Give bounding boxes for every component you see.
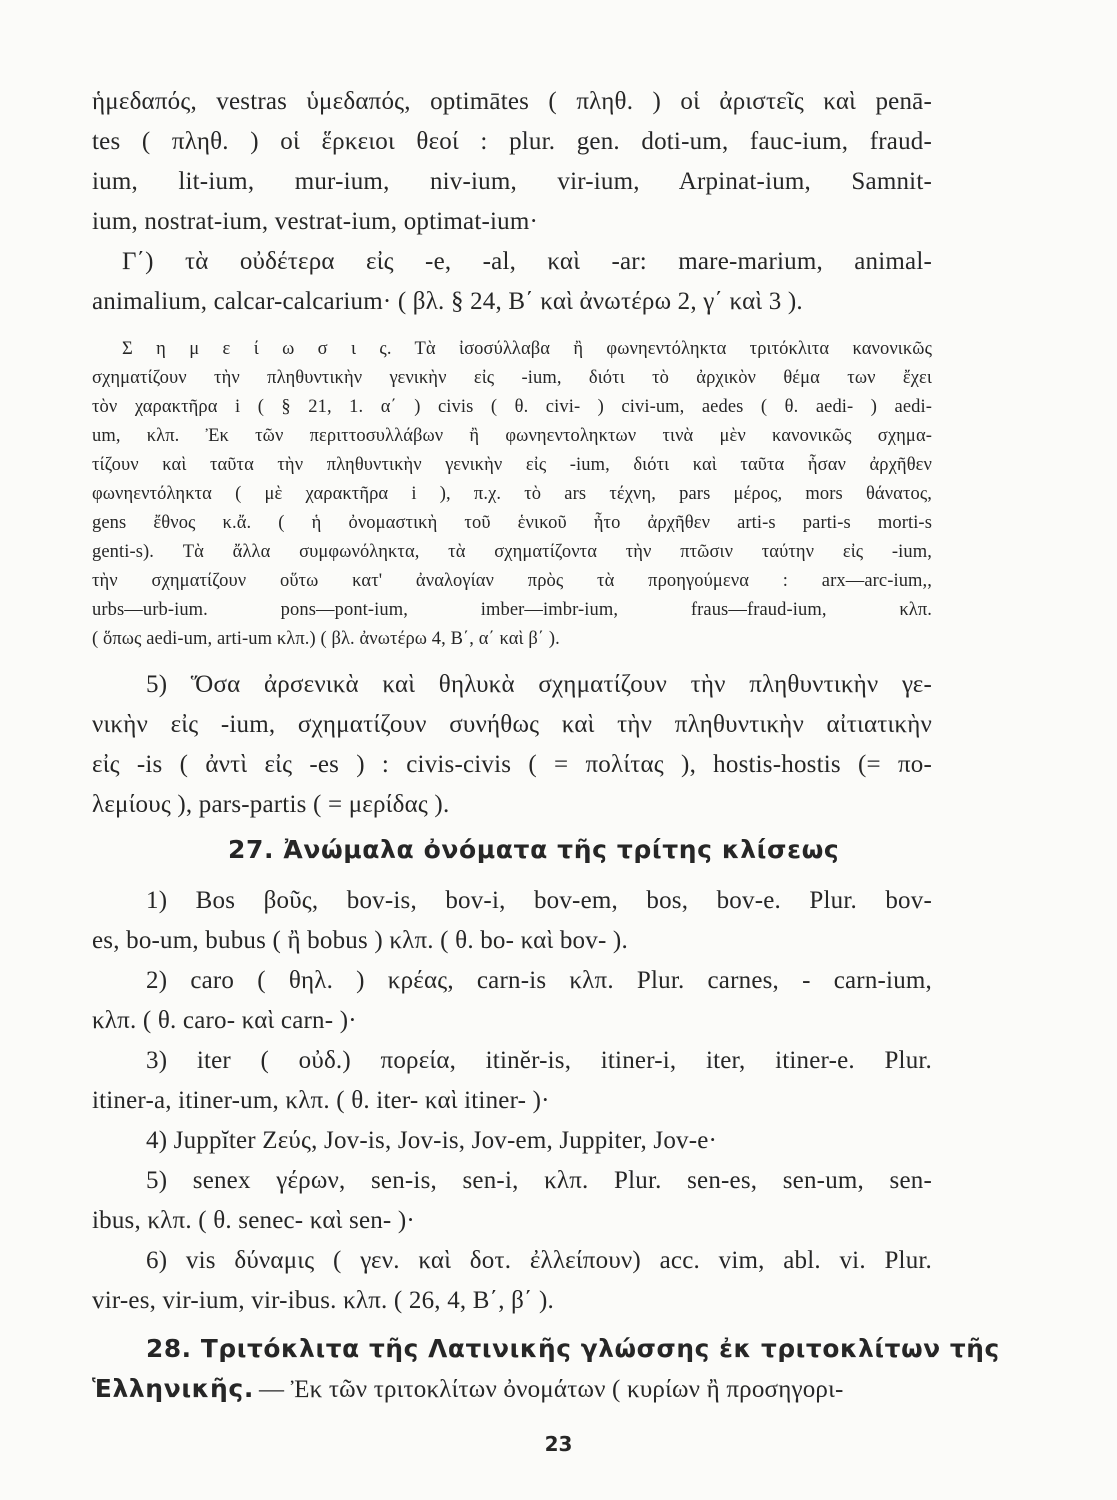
text-line: 5) Ὅσα ἀρσενικὰ καὶ θηλυκὰ σχηματίζουν τὴν πληθυντικὴν γε- <box>146 671 932 698</box>
text-line: νικὴν εἰς -ium, σχηματίζουν συνήθως καὶ τὴν πληθυντικὴν αἰτιατικὴν <box>92 711 932 738</box>
text-line: 3) iter ( οὐδ.) πορεία, itinĕr-is, itiner-i, iter, itiner-e. Plur. <box>146 1047 932 1074</box>
note-line: um, κλπ. Ἐκ τῶν περιττοσυλλάβων ἢ φωνηεντοληκτων τινὰ μὲν κανονικῶς σχημα- <box>92 426 932 446</box>
text-line: itiner-a, itiner-um, κλπ. ( θ. iter- καὶ itiner- )· <box>92 1087 550 1114</box>
page-number: 23 <box>544 1432 573 1456</box>
text-line: es, bo-um, bubus ( ἢ bobus ) κλπ. ( θ. bo- καὶ bov- ). <box>92 927 628 954</box>
section-heading-28-tail: Ἑλληνικῆς. <box>92 1374 254 1403</box>
text-line: ium, lit-ium, mur-ium, niv-ium, vir-ium, Arpinat-ium, Samnit- <box>92 168 932 195</box>
section-heading-28-continuation <box>92 1373 844 1405</box>
text-line: 6) vis δύναμις ( γεν. καὶ δοτ. ἐλλείπουν) acc. vim, abl. vi. Plur. <box>146 1247 932 1274</box>
note-line: gens ἔθνος κ.ἄ. ( ἡ ὀνομαστικὴ τοῦ ἑνικοῦ ἦτο ἀρχῆθεν arti-s parti-s morti-s <box>92 513 932 533</box>
text-line: 1) Bos βοῦς, bov-is, bov-i, bov-em, bos, bov-e. Plur. bov- <box>146 887 932 914</box>
text-line: 2) caro ( θηλ. ) κρέας, carn-is κλπ. Plur. carnes, - carn-ium, <box>146 967 932 994</box>
text-line: ἡμεδαπός, vestras ὑμεδαπός, optimātes ( πληθ. ) οἱ ἀριστεῖς καὶ penā- <box>92 88 932 115</box>
text-line: — Ἐκ τῶν τριτοκλίτων ὀνομάτων ( κυρίων ἢ προσηγορι- <box>259 1376 844 1403</box>
text-line: 5) senex γέρων, sen-is, sen-i, κλπ. Plur. sen-es, sen-um, sen- <box>146 1167 932 1194</box>
text-line: animalium, calcar-calcarium· ( βλ. § 24, Β΄ καὶ ἀνωτέρω 2, γ΄ καὶ 3 ). <box>92 288 803 315</box>
note-line: τὴν σχηματίζουν οὕτω κατ' ἀναλογίαν πρὸς τὰ προηγούμενα : arx—arc-ium,, <box>92 571 932 591</box>
note-line: φωνηεντόληκτα ( μὲ χαρακτῆρα i ), π.χ. τὸ ars τέχνη, pars μέρος, mors θάνατος, <box>92 484 932 504</box>
note-line: urbs—urb-ium. pons—pont-ium, imber—imbr-ium, fraus—fraud-ium, κλπ. <box>92 600 932 620</box>
text-line: ibus, κλπ. ( θ. senec- καὶ sen- )· <box>92 1207 415 1234</box>
note-line: σχηματίζουν τὴν πληθυντικὴν γενικὴν εἰς -ium, διότι τὸ ἀρχικὸν θέμα των ἔχει <box>92 368 932 388</box>
section-heading-27: 27. Ἀνώμαλα ὀνόματα τῆς τρίτης κλίσεως <box>228 835 840 864</box>
text-line: 4) Juppĭter Ζεύς, Jov-is, Jov-is, Jov-em, Juppiter, Jov-e· <box>146 1127 718 1154</box>
note-line: genti-s). Τὰ ἄλλα συμφωνόληκτα, τὰ σχηματίζοντα τὴν πτῶσιν ταύτην εἰς -ium, <box>92 542 932 562</box>
note-line: τίζουν καὶ ταῦτα τὴν πληθυντικὴν γενικὴν εἰς -ium, διότι καὶ ταῦτα ἦσαν ἀρχῆθεν <box>92 455 932 475</box>
text-line: λεμίους ), pars-partis ( = μερίδας ). <box>92 791 450 818</box>
text-line: ium, nostrat-ium, vestrat-ium, optimat-ium· <box>92 208 539 235</box>
text-line: κλπ. ( θ. caro- καὶ carn- )· <box>92 1007 357 1034</box>
text-line: tes ( πληθ. ) οἱ ἕρκειοι θεοί : plur. gen. doti-um, fauc-ium, fraud- <box>92 128 932 155</box>
text-line: vir-es, vir-ium, vir-ibus. κλπ. ( 26, 4, Β΄, β΄ ). <box>92 1287 554 1314</box>
note-line: τὸν χαρακτῆρα i ( § 21, 1. α΄ ) civis ( θ. civi- ) civi-um, aedes ( θ. aedi- ) aedi- <box>92 397 932 417</box>
section-heading-28: 28. Τριτόκλιτα τῆς Λατινικῆς γλώσσης ἐκ τριτοκλίτων τῆς <box>146 1334 1000 1363</box>
note-line: ( ὅπως aedi-um, arti-um κλπ.) ( βλ. ἀνωτέρω 4, Β΄, α΄ καὶ β΄ ). <box>92 629 560 649</box>
text-line: Γ΄) τὰ οὐδέτερα εἰς -e, -al, καὶ -ar: mare-marium, animal- <box>122 248 932 275</box>
text-line: εἰς -is ( ἀντὶ εἰς -es ) : civis-civis ( = πολίτας ), hostis-hostis (= πο- <box>92 751 932 778</box>
note-line: Σ η μ ε ί ω σ ι ς. Τὰ ἰσοσύλλαβα ἢ φωνηεντόληκτα τριτόκλιτα κανονικῶς <box>122 339 932 359</box>
